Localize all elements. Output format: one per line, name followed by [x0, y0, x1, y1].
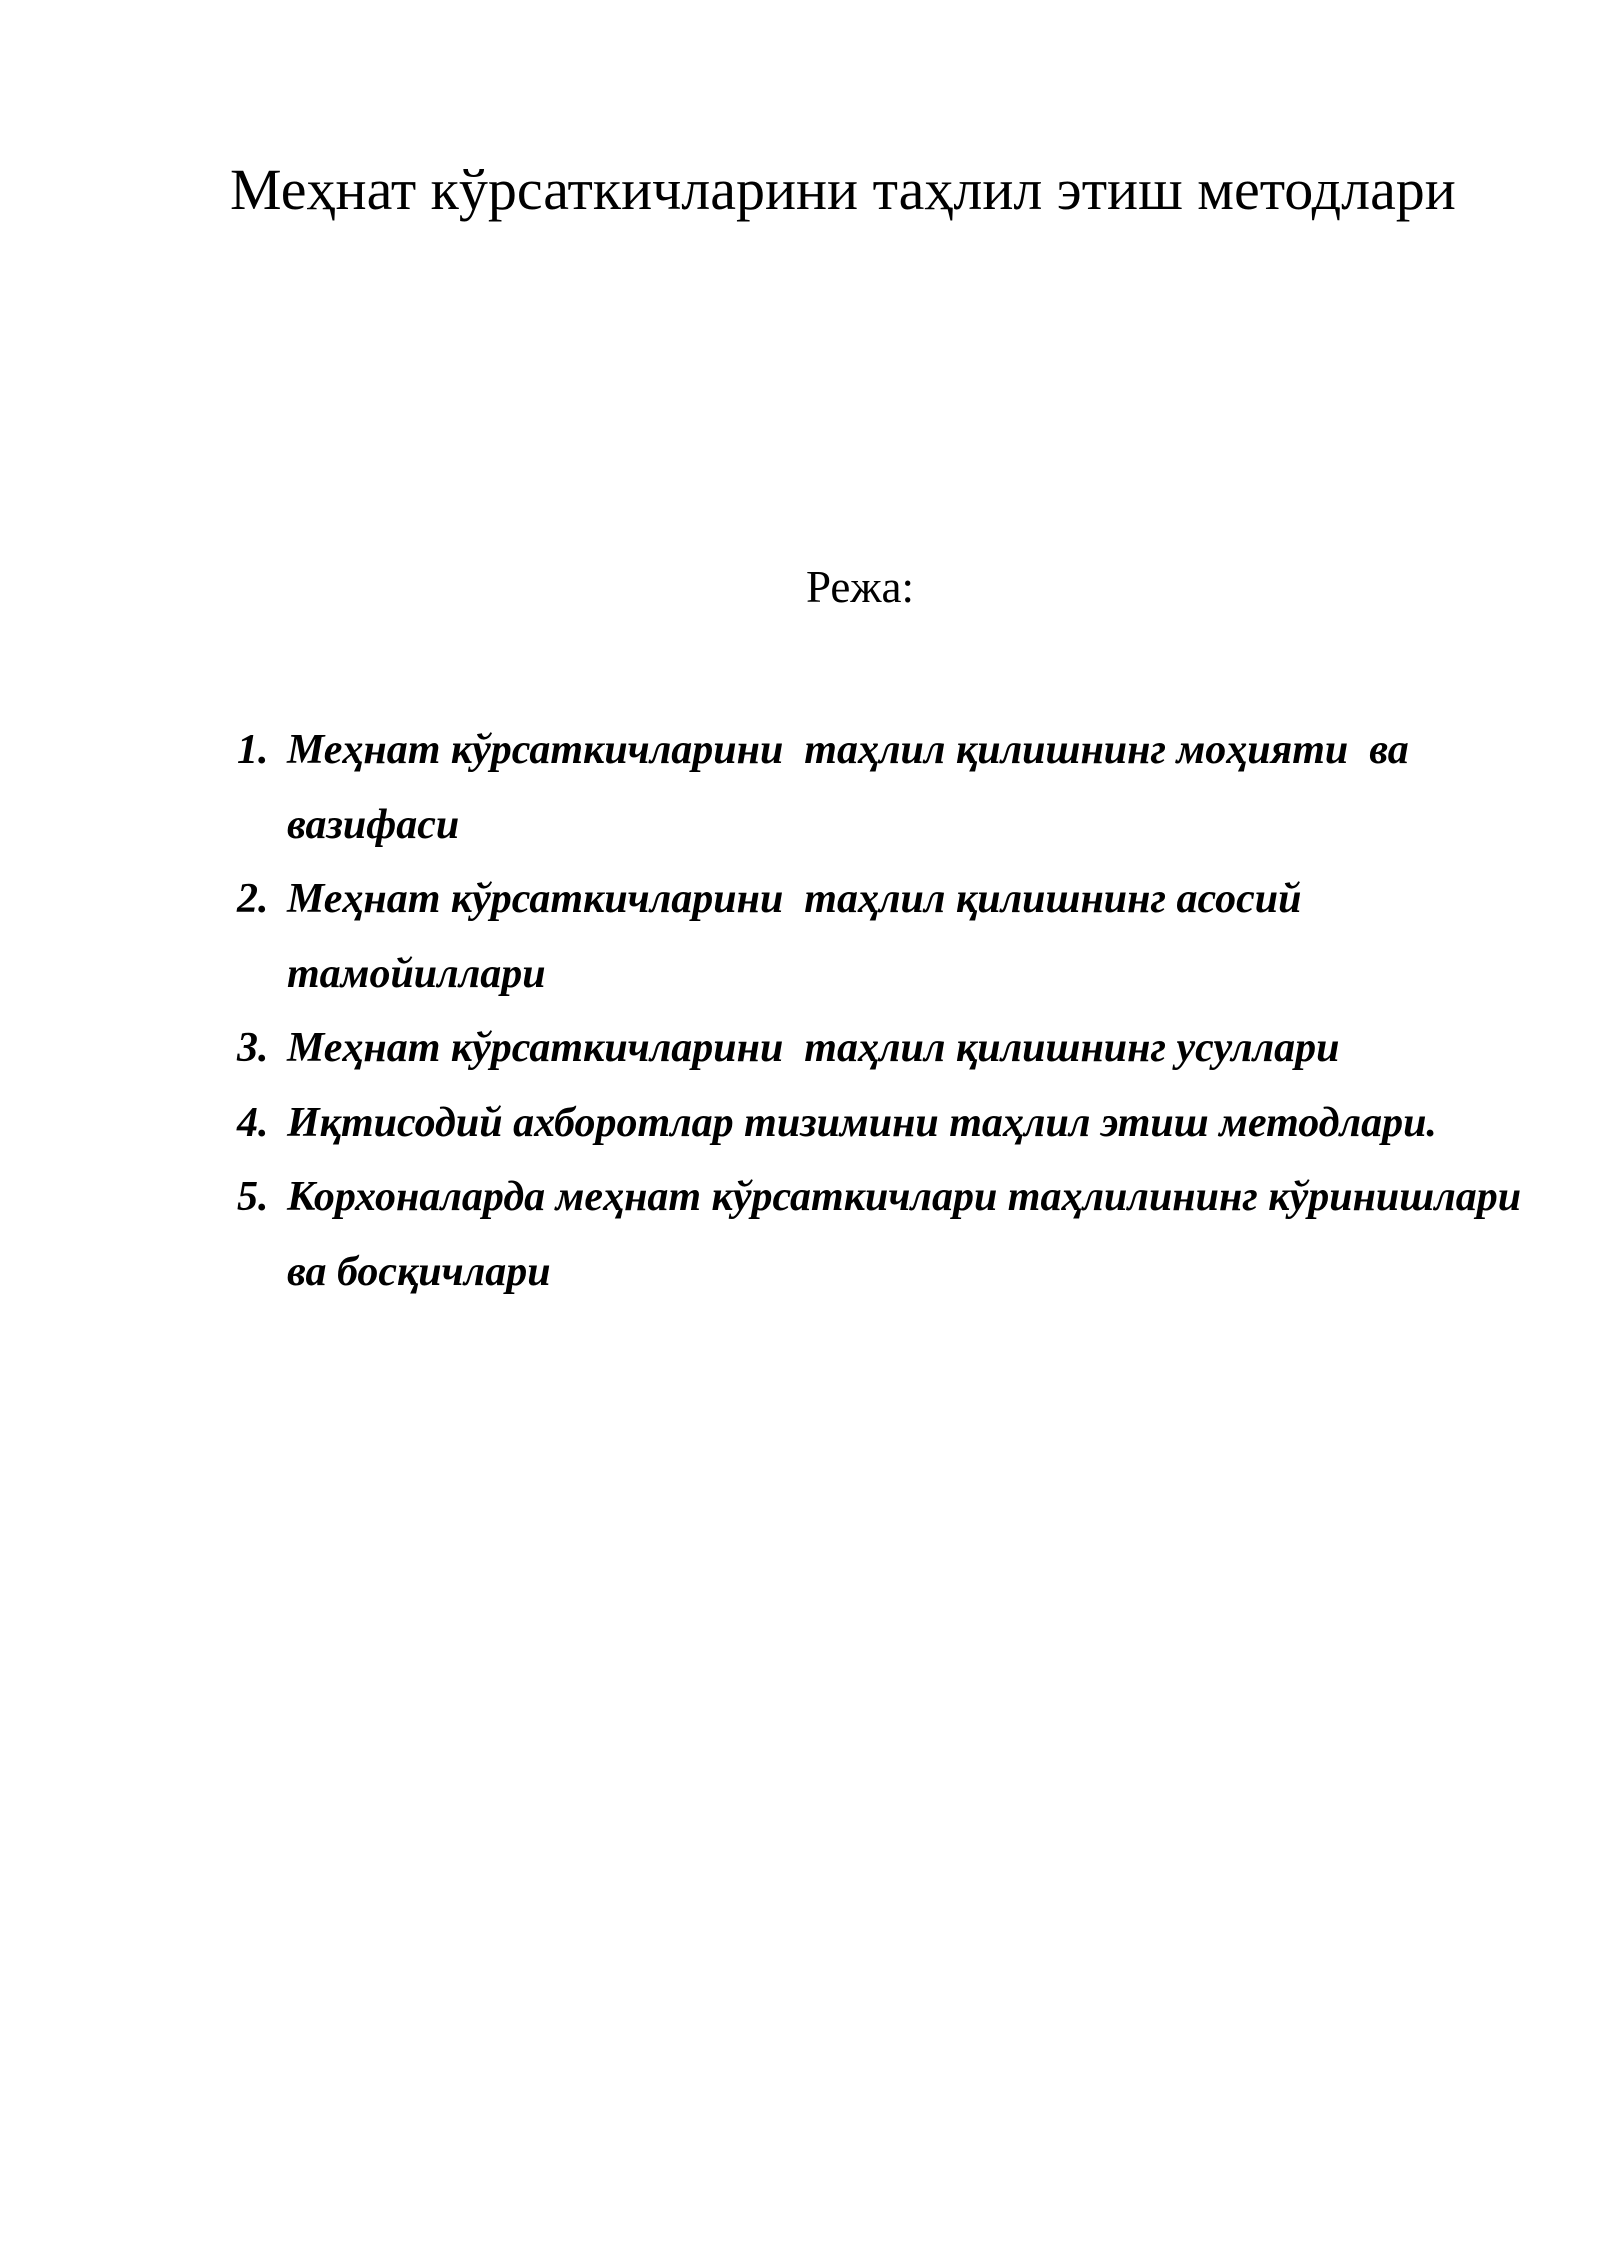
plan-item-number: 2.: [237, 876, 269, 922]
plan-item-number: 4.: [237, 1099, 269, 1146]
plan-item-text: Меҳнат кўрсаткичларини таҳлил қилишнинг моҳияти ва вазифаси: [287, 727, 1420, 848]
document-title: Меҳнат кўрсаткичларини таҳлил этиш методлари: [230, 157, 1456, 222]
plan-heading: Режа:: [806, 562, 914, 612]
plan-item-1: [230, 713, 1540, 862]
plan-item-2: [230, 862, 1540, 1011]
plan-item-number: 5.: [237, 1174, 269, 1220]
plan-item-number: 1.: [237, 727, 269, 773]
plan-item-3: [230, 1011, 1540, 1086]
plan-list: [230, 713, 1540, 1309]
plan-item-number: 3.: [237, 1025, 269, 1071]
plan-item-text: Меҳнат кўрсаткичларини таҳлил қилишнинг усуллари: [287, 1025, 1340, 1071]
plan-item-5: [230, 1160, 1540, 1309]
plan-item-text: Корхоналарда меҳнат кўрсаткичлари таҳлилининг кўринишлари ва босқичлари: [287, 1174, 1532, 1295]
plan-item-text: Иқтисодий ахборотлар тизимини таҳлил этиш методлари.: [287, 1099, 1437, 1146]
plan-item-text: Меҳнат кўрсаткичларини таҳлил қилишнинг асосий тамойиллари: [287, 876, 1312, 997]
plan-item-4: [230, 1086, 1540, 1161]
